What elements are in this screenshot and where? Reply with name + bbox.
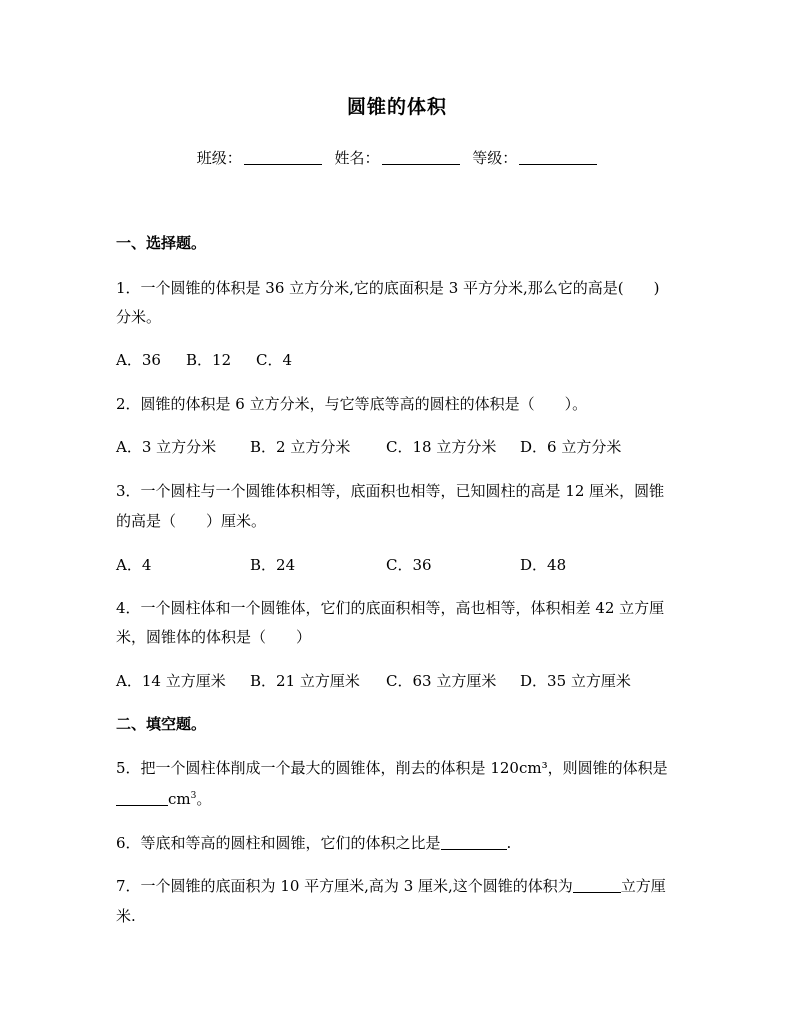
question-4-text: 4．一个圆柱体和一个圆锥体，它们的底面积相等，高也相等，体积相差 42 立方厘 — [116, 599, 665, 617]
name-blank — [382, 150, 460, 165]
answer-blank — [573, 878, 621, 893]
question-5-text: 5．把一个圆柱体削成一个最大的圆锥体，削去的体积是 120cm³，则圆锥的体积是 — [116, 759, 668, 777]
option-d: D．48 — [520, 556, 567, 574]
class-label: 班级： — [196, 149, 242, 167]
option-b: B．2 立方分米 — [250, 438, 351, 456]
page-title: 圆锥的体积 — [346, 96, 447, 118]
option-c: C．63 立方厘米 — [386, 672, 497, 690]
grade-field — [472, 149, 597, 167]
grade-blank — [519, 150, 597, 165]
option-d: D．35 立方厘米 — [520, 672, 631, 690]
unit-exponent: 3 — [190, 791, 197, 801]
answer-blank — [441, 835, 507, 850]
section-heading-choice: 一、选择题。 — [116, 234, 207, 252]
question-3-text: 3．一个圆柱与一个圆锥体积相等，底面积也相等，已知圆柱的高是 12 厘米，圆锥 — [116, 482, 665, 500]
question-6-prompt: 6．等底和等高的圆柱和圆锥，它们的体积之比是 — [116, 834, 441, 852]
question-2-text: 2．圆锥的体积是 6 立方分米，与它等底等高的圆柱的体积是（ ）。 — [116, 395, 588, 413]
option-a: A．4 — [116, 556, 152, 574]
option-a: A．14 立方厘米 — [116, 672, 226, 690]
question-1-text: 1．一个圆锥的体积是 36 立方分米,它的底面积是 3 平方分米,那么它的高是( ) — [116, 279, 660, 297]
option-c: C．4 — [256, 351, 293, 369]
question-7-text — [116, 875, 686, 896]
option-c: C．36 — [386, 556, 432, 574]
question-3-text-cont: 的高是（ ）厘米。 — [116, 512, 267, 530]
question-1-options — [116, 349, 686, 370]
punctuation: 。 — [196, 790, 212, 808]
option-a: A．36 — [116, 351, 161, 369]
class-field — [197, 149, 322, 167]
grade-label: 等级： — [472, 149, 518, 167]
student-info-row — [0, 147, 794, 168]
question-7-prompt: 7．一个圆锥的底面积为 10 平方厘米,高为 3 厘米,这个圆锥的体积为 — [116, 877, 573, 895]
question-7-prompt-end: 立方厘 — [620, 877, 666, 895]
section-heading-fill: 二、填空题。 — [116, 715, 207, 733]
question-2-options — [116, 436, 686, 457]
option-b: B．24 — [250, 556, 296, 574]
option-b: B．21 立方厘米 — [250, 672, 360, 690]
name-label: 姓名： — [334, 149, 380, 167]
question-3-options — [116, 554, 686, 575]
option-c: C．18 立方分米 — [386, 438, 497, 456]
option-a: A．3 立方分米 — [116, 438, 217, 456]
option-b: B．12 — [186, 351, 232, 369]
unit-text: cm — [168, 790, 191, 808]
question-1-text-cont: 分米。 — [116, 308, 162, 326]
question-4-options — [116, 670, 686, 691]
question-7-text-cont: 米. — [116, 907, 136, 925]
name-field — [334, 149, 459, 167]
question-6-text — [116, 832, 686, 853]
punctuation: . — [506, 834, 512, 852]
answer-blank — [116, 791, 168, 806]
question-5-text-cont — [116, 788, 686, 809]
question-4-text-cont: 米，圆锥体的体积是（ ） — [116, 628, 312, 646]
option-d: D．6 立方分米 — [520, 438, 622, 456]
class-blank — [244, 150, 322, 165]
